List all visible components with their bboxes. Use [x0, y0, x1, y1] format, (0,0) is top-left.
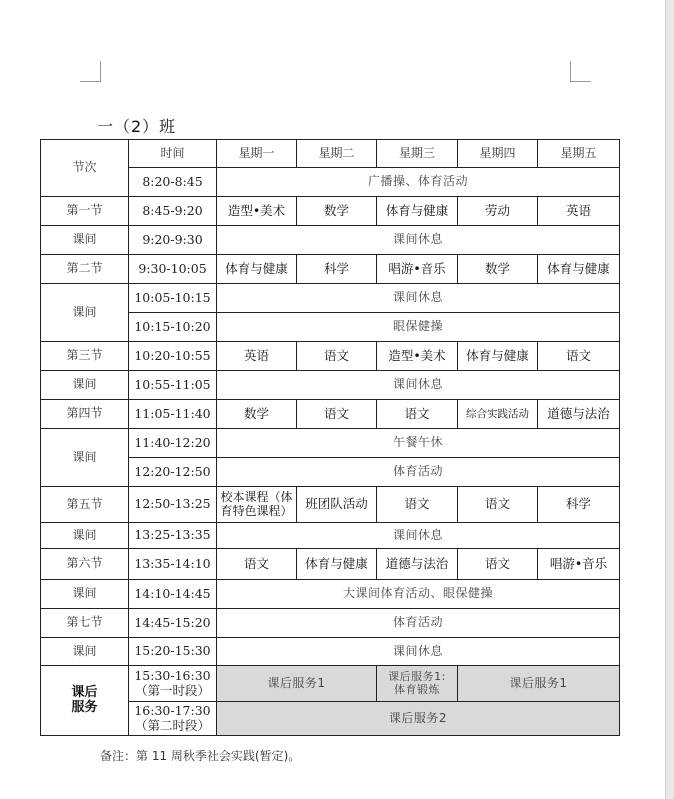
after-school-service-cell[interactable]: 课后服务1 [217, 666, 377, 702]
activity-cell[interactable]: 课间休息 [217, 523, 620, 549]
subject-cell[interactable]: 语文 [377, 400, 458, 429]
activity-cell[interactable]: 体育活动 [217, 609, 620, 638]
after-school-label[interactable] [41, 666, 129, 736]
subject-cell[interactable]: 数学 [217, 400, 297, 429]
slot-note: （第一时段） [134, 682, 210, 698]
subject-cell[interactable]: 科学 [538, 487, 620, 523]
after-school-label-line1: 课后 [71, 684, 98, 700]
subject-cell[interactable]: 科学 [297, 255, 377, 284]
subject-cell[interactable]: 语文 [297, 400, 377, 429]
time-cell[interactable]: 10:05-10:15 [129, 284, 217, 313]
slot-time: 16:30-17:30 [134, 703, 211, 719]
time-cell[interactable]: 14:10-14:45 [129, 580, 217, 609]
subject-cell[interactable]: 唱游•音乐 [538, 549, 620, 580]
subject-cell[interactable]: 语文 [458, 487, 538, 523]
time-cell[interactable]: 11:05-11:40 [129, 400, 217, 429]
after-school-time-1[interactable] [129, 666, 217, 702]
period-label[interactable]: 第三节 [41, 342, 129, 371]
period-label[interactable]: 第一节 [41, 197, 129, 226]
subject-cell[interactable]: 语文 [458, 549, 538, 580]
period-label[interactable]: 第五节 [41, 487, 129, 523]
time-cell[interactable]: 15:20-15:30 [129, 638, 217, 666]
crop-mark-top-right [570, 61, 591, 82]
timetable [40, 139, 620, 736]
break-label[interactable]: 课间 [41, 371, 129, 400]
break-label[interactable]: 课间 [41, 580, 129, 609]
subject-cell[interactable]: 语文 [538, 342, 620, 371]
subject-cell[interactable]: 唱游•音乐 [377, 255, 458, 284]
subject-cell[interactable]: 体育与健康 [377, 197, 458, 226]
activity-cell[interactable]: 眼保健操 [217, 313, 620, 342]
period-label[interactable]: 第二节 [41, 255, 129, 284]
time-cell[interactable]: 13:35-14:10 [129, 549, 217, 580]
after-school-exercise-cell[interactable] [377, 666, 458, 702]
break-label[interactable]: 课间 [41, 226, 129, 255]
after-school-time-2[interactable] [129, 702, 217, 736]
period-label[interactable]: 第七节 [41, 609, 129, 638]
period-label[interactable]: 第六节 [41, 549, 129, 580]
subject-cell[interactable]: 语文 [217, 549, 297, 580]
subject-cell[interactable]: 数学 [297, 197, 377, 226]
subject-cell[interactable]: 语文 [377, 487, 458, 523]
time-cell[interactable]: 9:20-9:30 [129, 226, 217, 255]
header-monday[interactable]: 星期一 [217, 140, 297, 168]
activity-cell[interactable]: 午餐午休 [217, 429, 620, 458]
time-cell[interactable]: 10:55-11:05 [129, 371, 217, 400]
time-cell[interactable]: 8:45-9:20 [129, 197, 217, 226]
subject-cell[interactable]: 体育与健康 [458, 342, 538, 371]
time-cell[interactable]: 12:50-13:25 [129, 487, 217, 523]
time-cell[interactable]: 14:45-15:20 [129, 609, 217, 638]
subject-cell[interactable]: 英语 [538, 197, 620, 226]
header-friday[interactable]: 星期五 [538, 140, 620, 168]
time-cell[interactable]: 11:40-12:20 [129, 429, 217, 458]
time-cell[interactable]: 9:30-10:05 [129, 255, 217, 284]
footnote[interactable]: 备注：第 11 周秋季社会实践(暂定)。 [100, 749, 301, 763]
subject-cell[interactable]: 劳动 [458, 197, 538, 226]
scrollbar-edge [665, 0, 674, 799]
activity-cell[interactable]: 大课间体育活动、眼保健操 [217, 580, 620, 609]
activity-cell[interactable]: 课间休息 [217, 371, 620, 400]
activity-cell[interactable]: 课间休息 [217, 638, 620, 666]
header-tuesday[interactable]: 星期二 [297, 140, 377, 168]
subject-cell[interactable]: 语文 [297, 342, 377, 371]
break-label[interactable]: 课间 [41, 523, 129, 549]
subject-cell[interactable]: 体育与健康 [297, 549, 377, 580]
subject-cell[interactable]: 道德与法治 [377, 549, 458, 580]
time-cell[interactable]: 10:15-10:20 [129, 313, 217, 342]
slot-note: （第二时段） [134, 717, 210, 733]
activity-cell[interactable]: 体育活动 [217, 458, 620, 487]
class-title[interactable]: 一（2）班 [97, 117, 177, 136]
period-label[interactable]: 第四节 [41, 400, 129, 429]
subject-cell[interactable]: 造型•美术 [377, 342, 458, 371]
crop-mark-top-left [80, 61, 101, 82]
subject-cell[interactable]: 综合实践活动 [458, 400, 538, 429]
time-cell[interactable]: 8:20-8:45 [129, 168, 217, 197]
activity-cell[interactable]: 课间休息 [217, 284, 620, 313]
subject-cell[interactable]: 道德与法治 [538, 400, 620, 429]
subject-cell[interactable]: 体育与健康 [538, 255, 620, 284]
after-school-service-cell[interactable]: 课后服务1 [458, 666, 620, 702]
header-time[interactable]: 时间 [129, 140, 217, 168]
subject-cell[interactable]: 体育与健康 [217, 255, 297, 284]
break-label[interactable]: 课间 [41, 284, 129, 342]
service-line: 课后服务1: [388, 669, 446, 683]
subject-cell[interactable]: 班团队活动 [297, 487, 377, 523]
subject-cell[interactable]: 校本课程（体育特色课程） [217, 487, 297, 523]
time-cell[interactable]: 13:25-13:35 [129, 523, 217, 549]
service-line: 体育锻炼 [394, 682, 440, 696]
subject-cell[interactable]: 数学 [458, 255, 538, 284]
break-label[interactable]: 课间 [41, 429, 129, 487]
header-thursday[interactable]: 星期四 [458, 140, 538, 168]
after-school-label-line2: 服务 [71, 699, 98, 715]
time-cell[interactable]: 10:20-10:55 [129, 342, 217, 371]
activity-cell[interactable]: 广播操、体育活动 [217, 168, 620, 197]
break-label[interactable]: 课间 [41, 638, 129, 666]
header-wednesday[interactable]: 星期三 [377, 140, 458, 168]
activity-cell[interactable]: 课间休息 [217, 226, 620, 255]
time-cell[interactable]: 12:20-12:50 [129, 458, 217, 487]
after-school-service-cell[interactable]: 课后服务2 [217, 702, 620, 736]
slot-time: 15:30-16:30 [134, 668, 211, 684]
subject-cell[interactable]: 造型•美术 [217, 197, 297, 226]
subject-cell[interactable]: 英语 [217, 342, 297, 371]
header-period[interactable]: 节次 [41, 140, 129, 197]
